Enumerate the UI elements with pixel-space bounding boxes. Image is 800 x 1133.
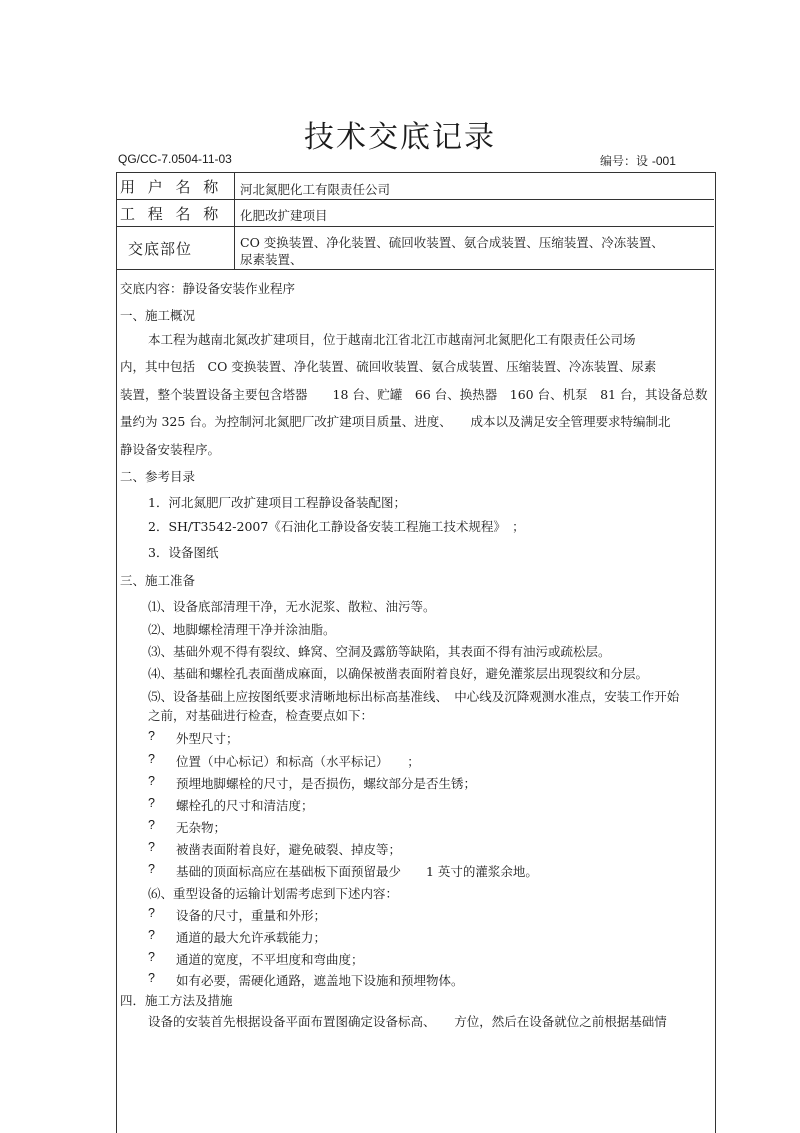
reference-item: 1．河北氮肥厂改扩建项目工程静设备装配图； (148, 495, 406, 510)
section-1-line: 内，其中包括 CO 变换装置、净化装置、硫回收装置、氨合成装置、压缩装置、冷冻装置、尿素 (120, 359, 657, 374)
bullet-mark: ? (148, 729, 155, 743)
preparation-item: ⑴、设备底部清理干净，无水泥浆、散粒、油污等。 (148, 599, 436, 614)
section-4-title: 四．施工方法及措施 (120, 993, 233, 1008)
section-1-line: 量约为 325 台。为控制河北氮肥厂改扩建项目质量、进度、 成本以及满足安全管理要求特编制北 (120, 414, 671, 429)
bullet-mark: ? (148, 840, 155, 854)
serial-label: 编号：设 (600, 154, 649, 168)
transport-point: 通道的最大允许承载能力； (176, 930, 327, 945)
section-2-title: 二、参考目录 (120, 469, 196, 484)
inspection-point: 被凿表面附着良好，避免破裂、掉皮等； (176, 842, 402, 857)
content-intro: 交底内容：静设备安装作业程序 (120, 281, 296, 296)
section-1-line: 静设备安装程序。 (120, 442, 221, 457)
document-code: QG/CC-7.0504-11-03 (118, 152, 232, 166)
preparation-item: ⑷、基础和螺栓孔表面凿成麻面，以确保被凿表面附着良好，避免灌浆层出现裂纹和分层。 (148, 666, 649, 681)
section-1-title: 一、施工概况 (120, 308, 196, 323)
preparation-item-continued: 之前，对基础进行检查，检查要点如下： (148, 708, 374, 723)
preparation-item: ⑵、地脚螺栓清理干净并涂油脂。 (148, 622, 336, 637)
handover-part-value-line2: 尿素装置、 (240, 252, 303, 267)
inspection-point: 预埋地脚螺栓的尺寸，是否损伤，螺纹部分是否生锈； (176, 776, 477, 791)
table-column-divider (234, 172, 235, 269)
bullet-mark: ? (148, 774, 155, 788)
inspection-point: 基础的顶面标高应在基础板下面预留最少 1 英寸的灌浆余地。 (176, 864, 538, 879)
preparation-item: ⑹、重型设备的运输计划需考虑到下述内容： (148, 886, 399, 901)
reference-item: 2．SH/T3542-2007《石油化工静设备安装工程施工技术规程》 ； (148, 519, 525, 534)
bullet-mark: ? (148, 971, 155, 985)
project-name-label: 工 程 名 称 (120, 205, 223, 223)
preparation-item: ⑶、基础外观不得有裂纹、蜂窝、空洞及露筋等缺陷，其表面不得有油污或疏松层。 (148, 644, 611, 659)
inspection-point: 外型尺寸； (176, 731, 239, 746)
bullet-mark: ? (148, 752, 155, 766)
bullet-mark: ? (148, 862, 155, 876)
reference-item: 3．设备图纸 (148, 545, 219, 560)
handover-part-label: 交底部位 (128, 240, 193, 258)
inspection-point: 螺栓孔的尺寸和清洁度； (176, 798, 314, 813)
transport-point: 通道的宽度，不平坦度和弯曲度； (176, 952, 364, 967)
section-3-title: 三、施工准备 (120, 573, 196, 588)
user-name-label: 用 户 名 称 (120, 178, 223, 196)
section-1-line: 装置，整个装置设备主要包含塔器 18 台、贮罐 66 台、换热器 160 台、机泵 81 台，其设备总数 (120, 387, 708, 402)
user-name-value: 河北氮肥化工有限责任公司 (240, 182, 391, 197)
inspection-point: 无杂物； (176, 820, 227, 835)
bullet-mark: ? (148, 818, 155, 832)
preparation-item: ⑸、设备基础上应按图纸要求清晰地标出标高基准线、 中心线及沉降观测水准点，安装工作开始 (148, 689, 680, 704)
transport-point: 如有必要，需硬化通路，遮盖地下设施和预埋物体。 (176, 973, 464, 988)
project-name-value: 化肥改扩建项目 (240, 208, 328, 223)
serial-value: -001 (651, 154, 676, 168)
section-4-line: 设备的安装首先根据设备平面布置图确定设备标高、 方位，然后在设备就位之前根据基础情 (148, 1014, 667, 1029)
bullet-mark: ? (148, 950, 155, 964)
serial-number (600, 152, 676, 169)
inspection-point: 位置（中心标记）和标高（水平标记） ； (176, 754, 420, 769)
bullet-mark: ? (148, 796, 155, 810)
bullet-mark: ? (148, 928, 155, 942)
document-title: 技术交底记录 (304, 120, 496, 155)
bullet-mark: ? (148, 906, 155, 920)
section-1-line: 本工程为越南北氮改扩建项目，位于越南北江省北江市越南河北氮肥化工有限责任公司场 (148, 332, 636, 347)
handover-part-value-line1: CO 变换装置、净化装置、硫回收装置、氨合成装置、压缩装置、冷冻装置、 (240, 235, 664, 250)
transport-point: 设备的尺寸，重量和外形； (176, 908, 327, 923)
